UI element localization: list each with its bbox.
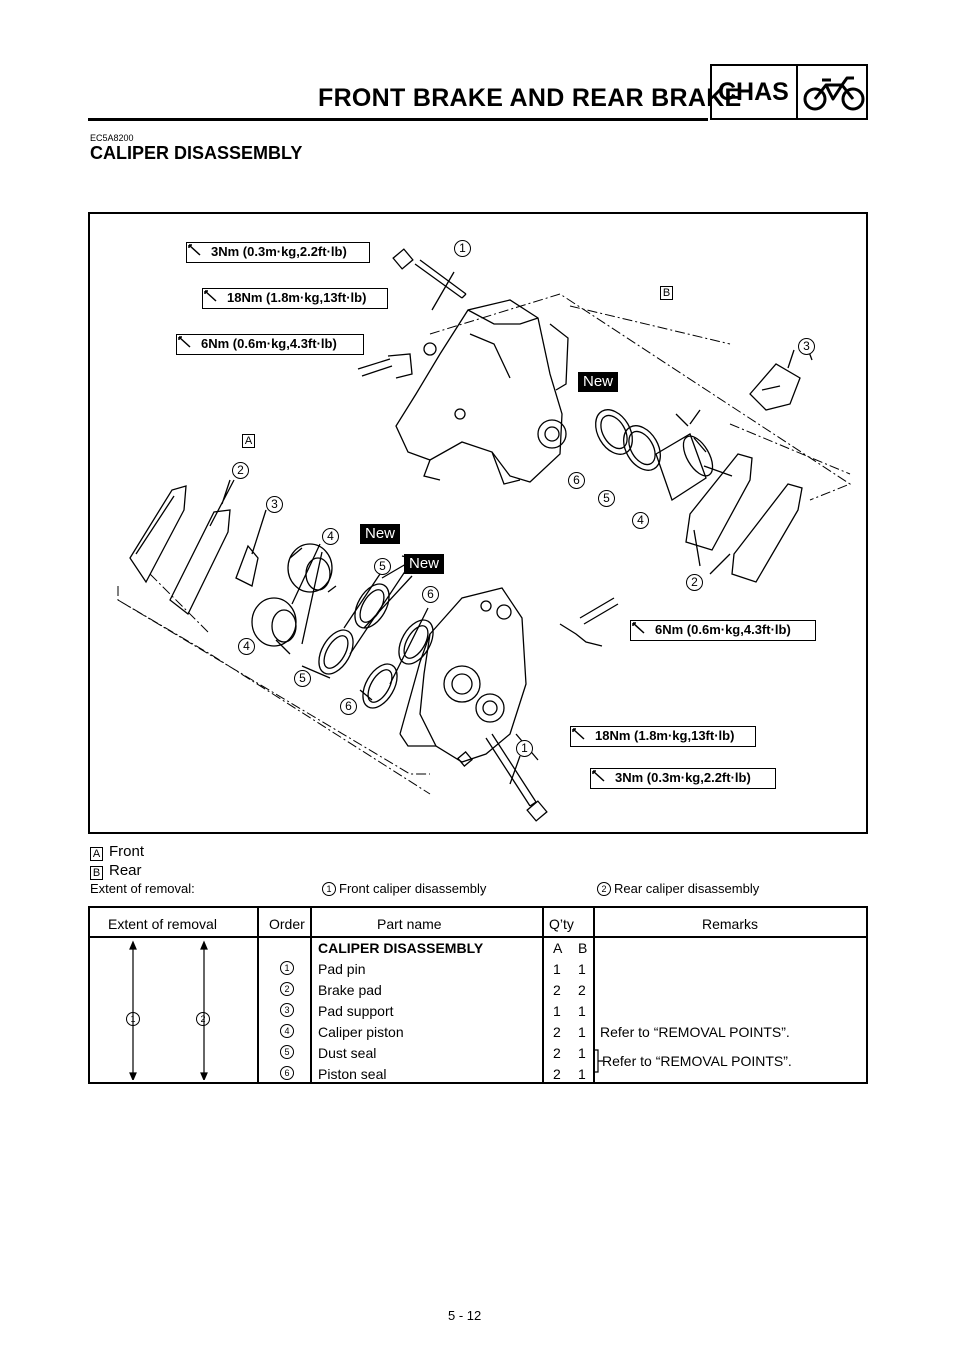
- torque-label-upper-pad-pin: 18Nm (1.8m·kg,13ft·lb): [202, 288, 388, 309]
- section-badge-label: CHAS: [718, 78, 789, 106]
- table-row: 1 Pad pin 1 1: [90, 959, 866, 979]
- callout-1-upper: 1: [454, 240, 471, 257]
- torque-label-upper-pad-pin-plug: 3Nm (0.3m·kg,2.2ft·lb): [186, 242, 370, 263]
- header-extent: Extent of removal: [108, 916, 217, 932]
- extent-of-removal-label: Extent of removal:: [90, 881, 195, 896]
- motorcycle-icon: [802, 74, 866, 112]
- callout-6-upper: 6: [568, 472, 585, 489]
- torque-wrench-icon: [591, 769, 607, 783]
- badge-divider: [796, 66, 798, 118]
- rear-brake-pad-outer: [732, 484, 802, 582]
- rear-brake-pad-inner: [686, 454, 752, 550]
- extent-item-rear: 2 Rear caliper disassembly: [597, 881, 759, 896]
- torque-label-lower-pad-pin: 18Nm (1.8m·kg,13ft·lb): [570, 726, 756, 747]
- document-code: EC5A8200: [90, 133, 134, 143]
- table-row: 2 Brake pad 2 2: [90, 980, 866, 1000]
- torque-wrench-icon: [177, 335, 193, 349]
- callout-6-lower-a: 6: [422, 586, 439, 603]
- header-part-name: Part name: [377, 916, 442, 932]
- parts-table: [88, 906, 868, 1084]
- new-part-tag-rear: New: [578, 372, 618, 392]
- callout-4-lower-b: 4: [238, 638, 255, 655]
- callout-3-upper: 3: [798, 338, 815, 355]
- remark-caliper-piston: Refer to “REMOVAL POINTS”.: [600, 1024, 790, 1040]
- callout-4-lower-a: 4: [322, 528, 339, 545]
- legend-label-front: Front: [109, 843, 145, 860]
- callout-3-lower: 3: [266, 496, 283, 513]
- torque-label-lower-pad-pin-plug: 3Nm (0.3m·kg,2.2ft·lb): [590, 768, 776, 789]
- exploded-diagram: [88, 212, 868, 834]
- extent-number-2: 2: [597, 882, 611, 896]
- torque-wrench-icon: [187, 243, 203, 257]
- callout-5-lower-a: 5: [374, 558, 391, 575]
- extent-item-front: 1 Front caliper disassembly: [322, 881, 486, 896]
- table-row: 6 Piston seal 2 1: [90, 1064, 866, 1084]
- view-letter-front: A: [242, 434, 255, 448]
- extent-marker-2: 2: [196, 1012, 210, 1026]
- legend-letter-front: A: [90, 847, 103, 861]
- callout-1-lower: 1: [516, 740, 533, 757]
- view-letter-rear: B: [660, 286, 673, 300]
- callout-5-upper: 5: [598, 490, 615, 507]
- page-title: FRONT BRAKE AND REAR BRAKE: [318, 84, 742, 112]
- torque-wrench-icon: [571, 727, 587, 741]
- section-badge: [710, 64, 868, 120]
- torque-label-upper-bleed-screw: 6Nm (0.6m·kg,4.3ft·lb): [176, 334, 364, 355]
- callout-5-lower-b: 5: [294, 670, 311, 687]
- front-brake-pad-outer: [130, 486, 186, 582]
- group-name: CALIPER DISASSEMBLY: [318, 940, 484, 956]
- legend-letter-rear: B: [90, 866, 103, 880]
- torque-wrench-icon: [203, 289, 219, 303]
- header-remarks: Remarks: [702, 916, 759, 932]
- rear-caliper-body: [396, 300, 562, 482]
- table-row: 4 Caliper piston 2 1 Refer to “REMOVAL POINTS”.: [90, 1022, 866, 1042]
- group-qty-a: A: [553, 940, 563, 956]
- table-row: 3 Pad support 1 1: [90, 1001, 866, 1021]
- legend-rear: [90, 862, 142, 880]
- legend-front: [90, 843, 144, 861]
- legend-label-rear: Rear: [109, 862, 142, 879]
- extent-number-1: 1: [322, 882, 336, 896]
- page-number: 5 - 12: [448, 1308, 482, 1323]
- callout-4-upper: 4: [632, 512, 649, 529]
- section-title: CALIPER DISASSEMBLY: [90, 143, 303, 163]
- torque-wrench-icon: [631, 621, 647, 635]
- remark-seals: Refer to “REMOVAL POINTS”.: [602, 1053, 792, 1069]
- table-row-group: [90, 938, 866, 958]
- callout-6-lower-b: 6: [340, 698, 357, 715]
- group-qty-b: B: [578, 940, 588, 956]
- new-part-tag-front-dust-seal: New: [360, 524, 400, 544]
- header-qty: Q’ty: [549, 916, 574, 932]
- extent-marker-1: 1: [126, 1012, 140, 1026]
- header-order: Order: [269, 916, 305, 932]
- callout-2-upper: 2: [686, 574, 703, 591]
- torque-label-lower-bleed-screw: 6Nm (0.6m·kg,4.3ft·lb): [630, 620, 816, 641]
- header-rule: [88, 118, 708, 121]
- callout-2-lower: 2: [232, 462, 249, 479]
- new-part-tag-front-piston-seal: New: [404, 554, 444, 574]
- front-brake-pad-inner: [170, 510, 230, 614]
- table-row: 5 Dust seal 2 1: [90, 1043, 866, 1063]
